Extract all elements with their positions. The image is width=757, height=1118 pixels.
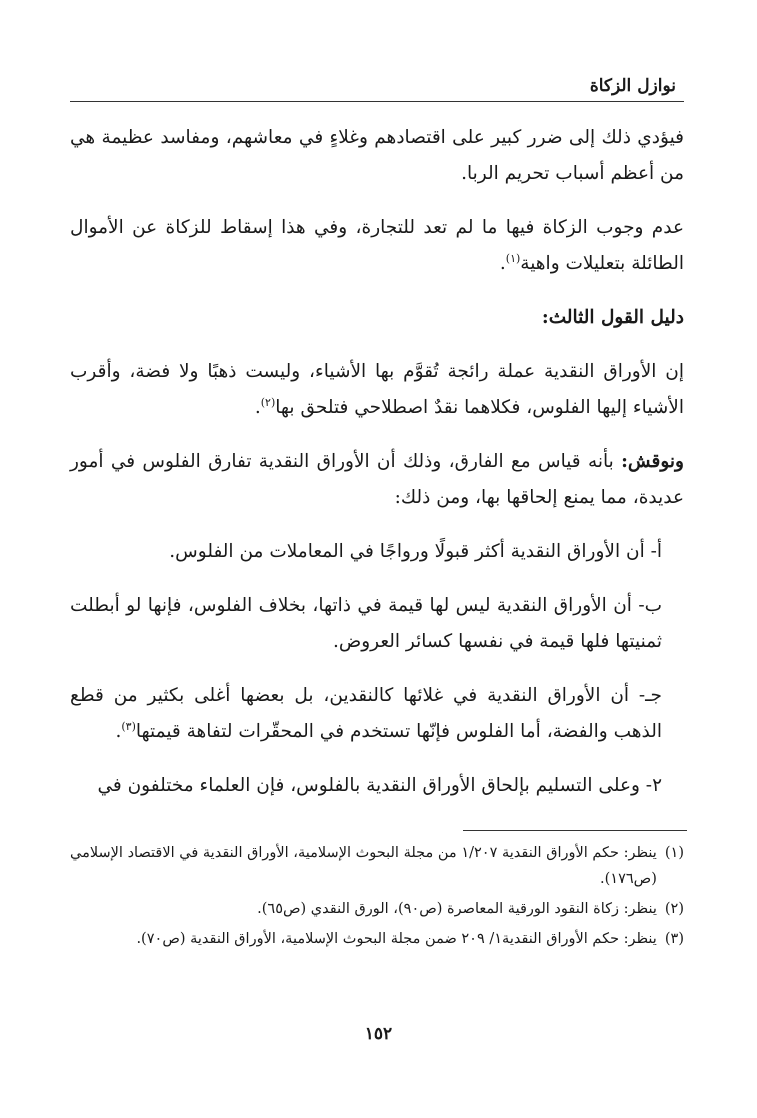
paragraph-5-text: ٢- وعلى التسليم بإلحاق الأوراق النقدية بالفلوس، فإن العلماء مختلفون في	[97, 775, 662, 796]
running-header: نوازل الزكاة	[589, 76, 676, 96]
paragraph-4-text: بأنه قياس مع الفارق، وذلك أن الأوراق النقدية تفارق الفلوس في أمور عديدة، مما يمنع إلحاقها بها، ومن ذلك:	[70, 451, 684, 508]
list-item-c	[70, 678, 684, 750]
page-number: ١٥٢	[364, 1024, 393, 1044]
list-item-c-text: جـ- أن الأوراق النقدية في غلائها كالنقدين، بل بعضها أغلى بكثير من قطع الذهب والفضة، أما الفلوس فإنّها تستخدم في المحقّرات لتفاهة قيمتها	[70, 685, 662, 742]
paragraph-2-end: .	[499, 253, 506, 274]
list-item-c-end: .	[115, 721, 122, 742]
footnote-number: (١)	[664, 845, 684, 861]
footnote-ref-2[interactable]: (٢)	[260, 395, 276, 409]
footnote-text: ينظر: حكم الأوراق النقدية ١/٢٠٧ من مجلة البحوث الإسلامية، الأوراق النقدية في الاقتصاد الإسلامي (ص١٧٦).	[70, 845, 657, 887]
list-item-b	[70, 588, 684, 660]
paragraph-3-end: .	[254, 397, 261, 418]
footnote-number: (٢)	[664, 901, 684, 917]
footnote-3	[70, 926, 684, 952]
footnote-1	[70, 840, 684, 892]
footnote-text: ينظر: حكم الأوراق النقدية١/ ٢٠٩ ضمن مجلة البحوث الإسلامية، الأوراق النقدية (ص٧٠).	[136, 931, 657, 947]
paragraph-2-text: عدم وجوب الزكاة فيها ما لم تعد للتجارة، وفي هذا إسقاط للزكاة عن الأموال الطائلة بتعليلات واهية	[70, 217, 684, 274]
objection-label: ونوقش:	[621, 451, 684, 472]
paragraph-5	[70, 768, 684, 804]
section-heading-text: دليل القول الثالث:	[541, 307, 684, 328]
main-text	[70, 120, 684, 822]
paragraph-2	[70, 210, 684, 282]
section-heading	[70, 300, 684, 336]
paragraph-4	[70, 444, 684, 516]
footnote-separator	[463, 830, 687, 831]
list-item-b-text: ب- أن الأوراق النقدية ليس لها قيمة في ذاتها، بخلاف الفلوس، فإنها لو أبطلت ثمنيتها فلها قيمة في نفسها كسائر العروض.	[70, 595, 662, 652]
footnote-ref-1[interactable]: (١)	[505, 251, 521, 265]
paragraph-3	[70, 354, 684, 426]
footnote-number: (٣)	[664, 931, 684, 947]
paragraph-1	[70, 120, 684, 192]
footnotes	[70, 840, 684, 956]
paragraph-3-text: إن الأوراق النقدية عملة رائجة تُقوَّم بها الأشياء، وليست ذهبًا ولا فضة، وأقرب الأشياء إليها الفلوس، فكلاهما نقدٌ اصطلاحي فتلحق بها	[70, 361, 684, 418]
list-item-a-text: أ- أن الأوراق النقدية أكثر قبولًا ورواجًا في المعاملات من الفلوس.	[169, 541, 662, 562]
list-item-a	[70, 534, 684, 570]
footnote-2	[70, 896, 684, 922]
footnote-text: ينظر: زكاة النقود الورقية المعاصرة (ص٩٠)، الورق النقدي (ص٦٥).	[257, 901, 657, 917]
footnote-ref-3[interactable]: (٣)	[121, 719, 136, 733]
paragraph-1-text: فيؤدي ذلك إلى ضرر كبير على اقتصادهم وغلاءٍ في معاشهم، ومفاسد عظيمة هي من أعظم أسباب تحريم الربا.	[70, 127, 684, 184]
header-rule	[70, 101, 684, 102]
